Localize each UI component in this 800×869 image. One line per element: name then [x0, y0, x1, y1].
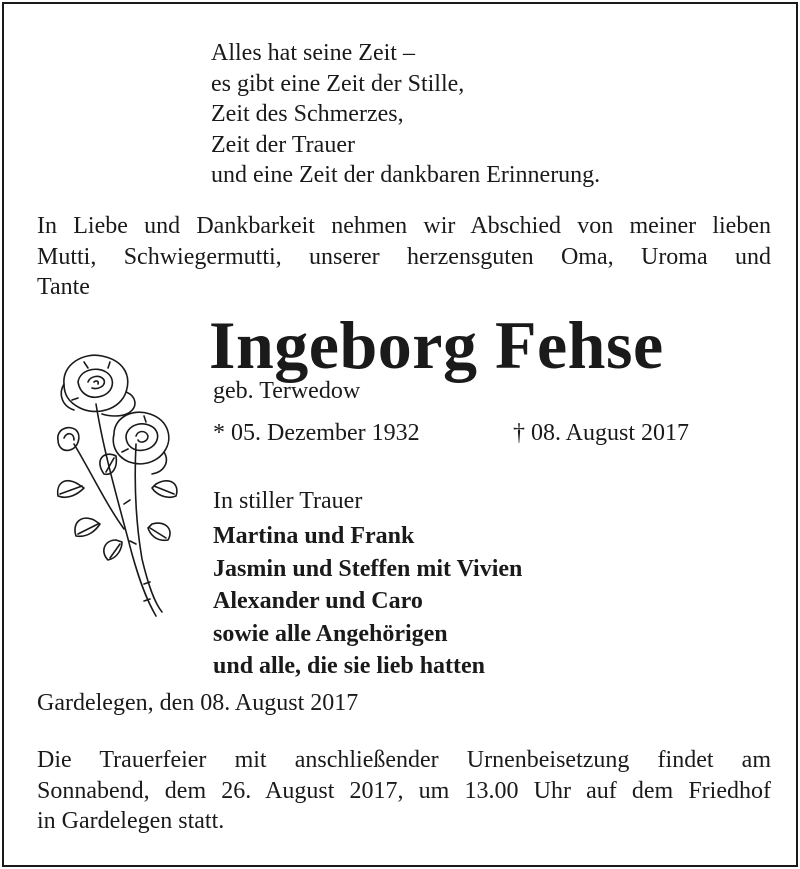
mourner-line: Alexander und Caro	[213, 588, 423, 614]
place-date: Gardelegen, den 08. August 2017	[37, 690, 359, 716]
deceased-name: Ingeborg Fehse	[209, 307, 664, 383]
mourner-line: sowie alle Angehörigen	[213, 620, 448, 647]
mourner-line: Martina und Frank	[213, 523, 415, 549]
birth-name: geb. Terwedow	[213, 378, 361, 404]
service-line: in Gardelegen statt.	[37, 808, 225, 834]
intro-line: Mutti, Schwiegermutti, unserer herzensguten Oma, Uroma und	[37, 243, 771, 270]
obituary-notice	[2, 2, 798, 867]
poem-line: und eine Zeit der dankbaren Erinnerung.	[211, 162, 601, 188]
poem-line: Zeit der Trauer	[211, 131, 355, 158]
rose-icon	[44, 344, 184, 624]
intro-text	[37, 211, 771, 303]
poem	[211, 38, 600, 191]
intro-line: In Liebe und Dankbarkeit nehmen wir Abschied von meiner lieben	[37, 213, 771, 239]
funeral-service-info	[37, 745, 771, 837]
birth-date: * 05. Dezember 1932	[213, 420, 420, 446]
poem-line: es gibt eine Zeit der Stille,	[211, 70, 465, 97]
mourner-line: Jasmin und Steffen mit Vivien	[213, 555, 523, 582]
service-line: Sonnabend, dem 26. August 2017, um 13.00 Uhr auf dem Friedhof	[37, 777, 771, 804]
poem-line: Zeit des Schmerzes,	[211, 101, 404, 127]
service-line: Die Trauerfeier mit anschließender Urnenbeisetzung findet am	[37, 747, 771, 773]
mourners-intro: In stiller Trauer	[213, 488, 363, 514]
poem-line: Alles hat seine Zeit –	[211, 40, 415, 66]
death-date: † 08. August 2017	[513, 420, 690, 446]
mourner-line: und alle, die sie lieb hatten	[213, 653, 486, 679]
mourners-list	[213, 520, 522, 683]
intro-line: Tante	[37, 274, 90, 300]
